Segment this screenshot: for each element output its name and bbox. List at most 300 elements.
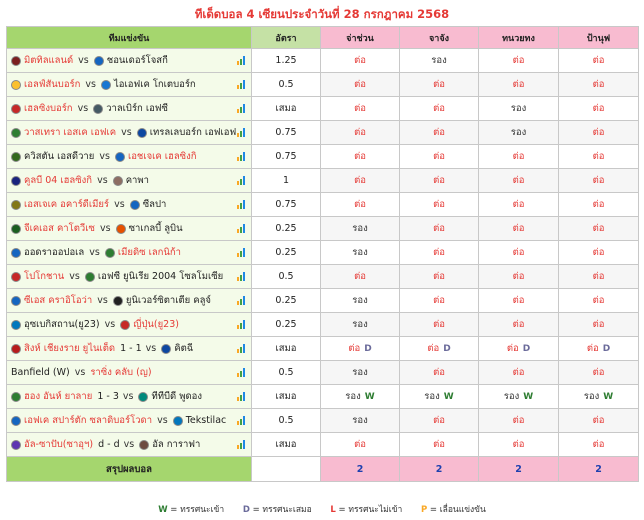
stats-bars-icon[interactable] [237, 200, 246, 209]
tipster-3-pick [479, 265, 559, 289]
stats-bars-icon[interactable] [237, 56, 246, 65]
result-marker: D [522, 344, 531, 354]
match-cell[interactable] [7, 145, 252, 169]
tipster-1-pick [321, 49, 400, 73]
home-team-logo-icon [11, 392, 21, 402]
tipster-4-pick [559, 313, 639, 337]
pick-text: ต่อ [512, 295, 525, 306]
vs-label: vs [123, 439, 135, 450]
odds-cell: 0.5 [252, 361, 321, 385]
match-cell[interactable] [7, 361, 252, 385]
tipster-4-pick [559, 169, 639, 193]
tipster-4-pick [559, 49, 639, 73]
table-row[interactable] [7, 289, 639, 313]
summary-row [7, 457, 639, 482]
pick-text: ต่อ [506, 343, 519, 354]
away-team-name[interactable]: คิตฉี [174, 343, 194, 354]
tipster-4-pick [559, 145, 639, 169]
home-team-name[interactable]: คูลบี 04 เฮลซิงกิ [24, 175, 93, 186]
tipster-3-pick [479, 49, 559, 73]
tipster-3-pick [479, 193, 559, 217]
page-title: ทีเด็ดบอล 4 เซียนประจำวันที่ 28 กรกฎาคม 2568 [194, 7, 450, 21]
pick-text: ต่อ [433, 151, 445, 162]
stats-bars-icon[interactable] [237, 248, 246, 257]
tipster-2-pick [400, 217, 479, 241]
tipster-4-pick [559, 241, 639, 265]
pick-text: ต่อ [433, 127, 445, 138]
table-row[interactable] [7, 265, 639, 289]
tipster-2-pick [400, 241, 479, 265]
pick-text: ต่อ [433, 367, 445, 378]
tipster-4-pick [559, 121, 639, 145]
summary-tipster-2: 2 [400, 457, 479, 482]
home-team-name[interactable]: วาสเทรา เอสเค เอฟเค [24, 127, 117, 138]
away-team-name[interactable]: วาลเบิร์ก เอฟซี [106, 103, 168, 114]
legend-item-win: W = ทรรศนะเข้า [158, 505, 225, 515]
away-team-logo-icon [173, 416, 183, 426]
vs-label: vs [89, 247, 100, 258]
away-team-logo-icon [94, 56, 104, 66]
table-row[interactable] [7, 193, 639, 217]
pick-text: ต่อ [354, 127, 366, 138]
tipster-2-pick [400, 73, 479, 97]
match-score: 1 - 1 [120, 343, 142, 354]
tipster-4-pick [559, 433, 639, 457]
pick-text: ต่อ [592, 103, 605, 114]
pick-text: ต่อ [348, 343, 361, 354]
away-team-name[interactable]: ทีทีบีดี พูดอง [151, 391, 203, 402]
tipster-4-pick [559, 337, 639, 361]
pick-text: ต่อ [592, 151, 605, 162]
pick-text: ต่อ [433, 415, 445, 426]
table-row[interactable] [7, 337, 639, 361]
tipster-1-pick [321, 409, 400, 433]
pick-text: รอง [352, 247, 368, 258]
match-cell[interactable] [7, 337, 252, 361]
table-header-row [7, 27, 639, 49]
pick-text: ต่อ [592, 55, 605, 66]
away-team-name[interactable]: ซีลปา [142, 199, 167, 210]
home-team-name[interactable]: เอสเจเค อคาร์ดีเมียร์ [24, 199, 110, 210]
odds-cell: 0.5 [252, 409, 321, 433]
vs-label: vs [78, 55, 89, 66]
pick-text: รอง [352, 367, 368, 378]
tipster-2-pick [400, 121, 479, 145]
match-cell[interactable] [7, 193, 252, 217]
tipster-3-pick [479, 73, 559, 97]
table-row[interactable] [7, 313, 639, 337]
odds-column-header: อัตรา [252, 27, 321, 49]
away-team-logo-icon [116, 224, 126, 234]
home-team-logo-icon [11, 80, 21, 90]
pick-text: รอง [583, 391, 600, 402]
odds-cell: 1.25 [252, 49, 321, 73]
pick-text: รอง [352, 295, 368, 306]
pick-text: ต่อ [512, 415, 525, 426]
stats-bars-icon[interactable] [237, 416, 246, 425]
vs-label: vs [157, 415, 168, 426]
away-team-name[interactable]: เอฟซี ยูนิเรีย 2004 โซลโมเซีย [97, 271, 224, 282]
home-team-logo-icon [11, 296, 21, 306]
result-marker: W [523, 392, 534, 402]
pick-text: ต่อ [592, 199, 605, 210]
away-team-logo-icon [113, 296, 123, 306]
match-column-header: ทีมแข่งขัน [7, 27, 252, 49]
pick-text: ต่อ [354, 151, 366, 162]
home-team-name[interactable]: ควิสตัน เอสดีวาย [24, 151, 95, 162]
stats-bars-icon[interactable] [237, 440, 246, 449]
tipster-4-pick [559, 193, 639, 217]
away-team-name[interactable]: อัล การาฟา [152, 439, 201, 450]
stats-bars-icon[interactable] [237, 296, 246, 305]
pick-text: ต่อ [354, 439, 366, 450]
pick-text: ต่อ [512, 79, 525, 90]
result-marker: D [364, 344, 372, 354]
pick-text: ต่อ [433, 295, 445, 306]
home-team-name[interactable]: เอลฟ์สันบอร์ก [24, 79, 81, 90]
tipster-4-pick [559, 265, 639, 289]
away-team-logo-icon [85, 272, 95, 282]
tipster-2-pick [400, 361, 479, 385]
away-team-name[interactable]: เทรลเลบอร์ก เอฟเอฟ [149, 127, 237, 138]
table-row[interactable] [7, 361, 639, 385]
stats-bars-icon[interactable] [237, 272, 246, 281]
home-team-name[interactable]: โปโกชาน [24, 271, 65, 282]
vs-label: vs [121, 127, 132, 138]
pick-text: ต่อ [592, 319, 605, 330]
tipster-2-pick [400, 289, 479, 313]
pick-text: รอง [510, 127, 527, 138]
away-team-logo-icon [93, 104, 103, 114]
table-row[interactable] [7, 73, 639, 97]
pick-text: ต่อ [592, 295, 605, 306]
away-team-name[interactable]: คาพา [125, 175, 149, 186]
home-team-name[interactable]: จีเคเอส คาโตวีเซ [24, 223, 95, 234]
odds-cell: 0.75 [252, 121, 321, 145]
pick-text: ต่อ [512, 367, 525, 378]
home-team-logo-icon [11, 176, 21, 186]
vs-label: vs [122, 391, 134, 402]
vs-label: vs [97, 175, 108, 186]
match-cell[interactable] [7, 49, 252, 73]
vs-label: vs [114, 199, 125, 210]
away-team-logo-icon [130, 200, 140, 210]
match-cell[interactable] [7, 97, 252, 121]
away-team-name[interactable]: ซาเกลบี้ ลูบิน [128, 223, 183, 234]
tipster-2-pick [400, 337, 479, 361]
tipster-4-pick [559, 73, 639, 97]
vs-label: vs [97, 295, 108, 306]
pick-text: ต่อ [427, 343, 440, 354]
home-team-logo-icon [11, 224, 21, 234]
odds-cell: เสมอ [252, 433, 321, 457]
match-cell[interactable] [7, 73, 252, 97]
home-team-name[interactable]: อัล-ซาปับ(ซาอุฯ) [24, 439, 94, 450]
tipster-4-pick [559, 385, 639, 409]
pick-text: ต่อ [512, 271, 525, 282]
pick-text: ต่อ [433, 319, 445, 330]
tipster-3-pick [479, 145, 559, 169]
odds-cell: 1 [252, 169, 321, 193]
away-team-name[interactable]: ราซิ่ง คลับ (ญ) [90, 367, 152, 378]
tipster-4-pick [559, 409, 639, 433]
pick-text: ต่อ [354, 103, 366, 114]
pick-text: ต่อ [592, 223, 605, 234]
tipster-2-pick [400, 145, 479, 169]
home-team-logo-icon [11, 128, 21, 138]
away-team-name[interactable]: เอชเจเค เฮลซิงกิ [127, 151, 197, 162]
match-cell[interactable] [7, 121, 252, 145]
odds-cell: เสมอ [252, 385, 321, 409]
pick-text: รอง [503, 391, 520, 402]
pick-text: ต่อ [354, 175, 366, 186]
home-team-name[interactable]: อุซเบกิสถาน(ยู23) [24, 319, 100, 330]
stats-bars-icon[interactable] [237, 80, 246, 89]
tipster-4-pick [559, 217, 639, 241]
tipster-2-pick [400, 433, 479, 457]
vs-label: vs [145, 343, 157, 354]
table-row[interactable] [7, 121, 639, 145]
result-marker: W [443, 392, 454, 402]
pick-text: ต่อ [433, 247, 445, 258]
result-marker: W [364, 392, 375, 402]
pick-text: รอง [352, 319, 368, 330]
home-team-name[interactable]: มิตทิลแลนด์ [24, 55, 74, 66]
away-team-logo-icon [113, 176, 123, 186]
result-marker: W [603, 392, 614, 402]
match-cell[interactable] [7, 169, 252, 193]
table-row[interactable] [7, 409, 639, 433]
pick-text: ต่อ [592, 247, 605, 258]
pick-text: ต่อ [433, 439, 445, 450]
pick-text: ต่อ [592, 439, 605, 450]
table-row[interactable] [7, 241, 639, 265]
tipster-4-pick [559, 361, 639, 385]
table-row[interactable] [7, 97, 639, 121]
match-cell[interactable] [7, 241, 252, 265]
away-team-name[interactable]: ยูนิเวอร์ซิตาเตีย คลูจ์ [125, 295, 211, 306]
table-row[interactable] [7, 49, 639, 73]
home-team-logo-icon [11, 272, 21, 282]
away-team-logo-icon [138, 392, 148, 402]
pick-text: ต่อ [433, 79, 445, 90]
away-team-name[interactable]: ชอนเดอร์โจสกี [106, 55, 168, 66]
tipster-1-pick [321, 289, 400, 313]
pick-text: ต่อ [512, 439, 525, 450]
away-team-name[interactable]: ไอเอฟเค โกเตบอร์ก [114, 79, 196, 90]
pick-text: ต่อ [433, 175, 445, 186]
table-row[interactable] [7, 433, 639, 457]
stats-bars-icon[interactable] [237, 344, 246, 353]
tipster-1-pick [321, 241, 400, 265]
pick-text: ต่อ [592, 367, 605, 378]
odds-cell: 0.5 [252, 265, 321, 289]
pick-text: ต่อ [512, 151, 525, 162]
home-team-name[interactable]: ฮอง อันห์ ยาลาย [24, 391, 93, 402]
tipster-2-pick [400, 169, 479, 193]
vs-label: vs [99, 151, 110, 162]
tipster-1-pick [321, 385, 400, 409]
match-cell[interactable] [7, 433, 252, 457]
summary-label: สรุปผลบอล [7, 457, 252, 482]
result-marker: D [443, 344, 451, 354]
stats-bars-icon[interactable] [237, 368, 246, 377]
stats-bars-icon[interactable] [237, 320, 246, 329]
odds-cell: 0.25 [252, 289, 321, 313]
vs-label: vs [104, 319, 116, 330]
home-team-logo-icon [11, 152, 21, 162]
tipster-4-pick [559, 97, 639, 121]
pick-text: ต่อ [592, 271, 605, 282]
home-team-logo-icon [11, 104, 21, 114]
summary-odds-cell [252, 457, 321, 482]
odds-cell: 0.25 [252, 313, 321, 337]
pick-text: ต่อ [354, 199, 366, 210]
pick-text: ต่อ [512, 55, 525, 66]
away-team-name[interactable]: ญี่ปุ่น(ยู23) [133, 319, 179, 330]
summary-tipster-4: 2 [559, 457, 639, 482]
pick-text: รอง [352, 415, 368, 426]
vs-label: vs [69, 271, 80, 282]
tipster-4-header: ป้านุฟ [559, 27, 639, 49]
match-cell[interactable] [7, 313, 252, 337]
tipster-3-pick [479, 361, 559, 385]
tipster-3-pick [479, 241, 559, 265]
tipster-3-pick [479, 385, 559, 409]
match-cell[interactable] [7, 289, 252, 313]
tipster-2-header: จาจัง [400, 27, 479, 49]
pick-text: ต่อ [592, 415, 605, 426]
pick-text: ต่อ [592, 127, 605, 138]
stats-bars-icon[interactable] [237, 224, 246, 233]
home-team-logo-icon [11, 440, 21, 450]
pick-text: ต่อ [512, 199, 525, 210]
legend-item-lose: L = ทรรศนะไม่เข้า [330, 505, 403, 515]
home-team-logo-icon [11, 200, 21, 210]
tipster-1-pick [321, 433, 400, 457]
tipster-3-pick [479, 289, 559, 313]
tipster-1-pick [321, 265, 400, 289]
pick-text: ต่อ [433, 103, 445, 114]
match-cell[interactable] [7, 265, 252, 289]
match-cell[interactable] [7, 409, 252, 433]
tipster-2-pick [400, 49, 479, 73]
odds-cell: 0.25 [252, 241, 321, 265]
pick-text: ต่อ [354, 55, 366, 66]
pick-text: ต่อ [512, 319, 525, 330]
table-row[interactable] [7, 145, 639, 169]
home-team-name[interactable]: ซีเอส คราอิโอว่า [24, 295, 93, 306]
tipster-1-pick [321, 193, 400, 217]
table-row[interactable] [7, 169, 639, 193]
odds-cell: เสมอ [252, 337, 321, 361]
away-team-name[interactable]: เมียดิซ เลกนิก้า [117, 247, 181, 258]
home-team-name[interactable]: เอฟเค สปาร์ตัก ซลาดิบอร์โวดา [24, 415, 153, 426]
pick-text: ต่อ [512, 247, 525, 258]
table-row[interactable] [7, 385, 639, 409]
pick-text: ต่อ [592, 175, 605, 186]
tipster-4-pick [559, 289, 639, 313]
tipster-1-pick [321, 145, 400, 169]
vs-label: vs [99, 223, 111, 234]
vs-label: vs [85, 79, 96, 90]
legend-item-postponed: P = เลื่อนแข่งขัน [420, 505, 486, 515]
tipster-3-pick [479, 433, 559, 457]
summary-tipster-1: 2 [321, 457, 400, 482]
pick-text: ต่อ [433, 223, 445, 234]
tipster-3-header: ทนวยทง [479, 27, 559, 49]
tipster-3-pick [479, 409, 559, 433]
tipster-3-pick [479, 97, 559, 121]
tipster-2-pick [400, 265, 479, 289]
pick-text: ต่อ [512, 175, 525, 186]
away-team-logo-icon [137, 128, 147, 138]
match-cell[interactable] [7, 217, 252, 241]
odds-cell: 0.25 [252, 217, 321, 241]
tipster-1-pick [321, 337, 400, 361]
table-row[interactable] [7, 217, 639, 241]
home-team-name[interactable]: สิงห์ เชียงราย ยูไนเต็ด [24, 343, 116, 354]
tipster-2-pick [400, 409, 479, 433]
pick-text: ต่อ [512, 223, 525, 234]
pick-text: รอง [424, 391, 440, 402]
away-team-name[interactable]: Tekstilac [185, 415, 227, 426]
pick-text: ต่อ [433, 271, 445, 282]
legend-item-draw: D = ทรรศนะเสมอ [242, 505, 312, 515]
odds-cell: 0.75 [252, 193, 321, 217]
stats-bars-icon[interactable] [237, 128, 246, 137]
odds-cell: 0.5 [252, 73, 321, 97]
away-team-logo-icon [101, 80, 111, 90]
stats-bars-icon[interactable] [237, 392, 246, 401]
match-cell[interactable] [7, 385, 252, 409]
summary-tipster-3: 2 [479, 457, 559, 482]
stats-bars-icon[interactable] [237, 176, 246, 185]
pick-text: รอง [510, 103, 527, 114]
pick-text: ต่อ [586, 343, 599, 354]
home-team-name[interactable]: ออดราออปอเล [24, 247, 85, 258]
vs-label: vs [74, 367, 86, 378]
tipster-3-pick [479, 337, 559, 361]
stats-bars-icon[interactable] [237, 104, 246, 113]
pick-text: ต่อ [433, 199, 445, 210]
away-team-logo-icon [105, 248, 115, 258]
tipster-3-pick [479, 217, 559, 241]
stats-bars-icon[interactable] [237, 152, 246, 161]
odds-cell: 0.75 [252, 145, 321, 169]
tipster-3-pick [479, 169, 559, 193]
result-marker: D [602, 344, 611, 354]
away-team-logo-icon [115, 152, 125, 162]
tipster-2-pick [400, 313, 479, 337]
home-team-name[interactable]: Banfield (W) [11, 367, 70, 378]
away-team-logo-icon [120, 320, 130, 330]
tipster-1-pick [321, 313, 400, 337]
tipster-1-header: จ่าช่วน [321, 27, 400, 49]
pick-text: รอง [431, 55, 447, 66]
tipster-2-pick [400, 193, 479, 217]
home-team-logo-icon [11, 56, 21, 66]
home-team-logo-icon [11, 416, 21, 426]
tipster-3-pick [479, 121, 559, 145]
home-team-name[interactable]: เฮลซิงบอร์ก [24, 103, 73, 114]
tipster-3-pick [479, 313, 559, 337]
match-score: 1 - 3 [97, 391, 119, 402]
pick-text: ต่อ [354, 271, 366, 282]
tipster-2-pick [400, 385, 479, 409]
odds-cell: เสมอ [252, 97, 321, 121]
tipster-1-pick [321, 97, 400, 121]
